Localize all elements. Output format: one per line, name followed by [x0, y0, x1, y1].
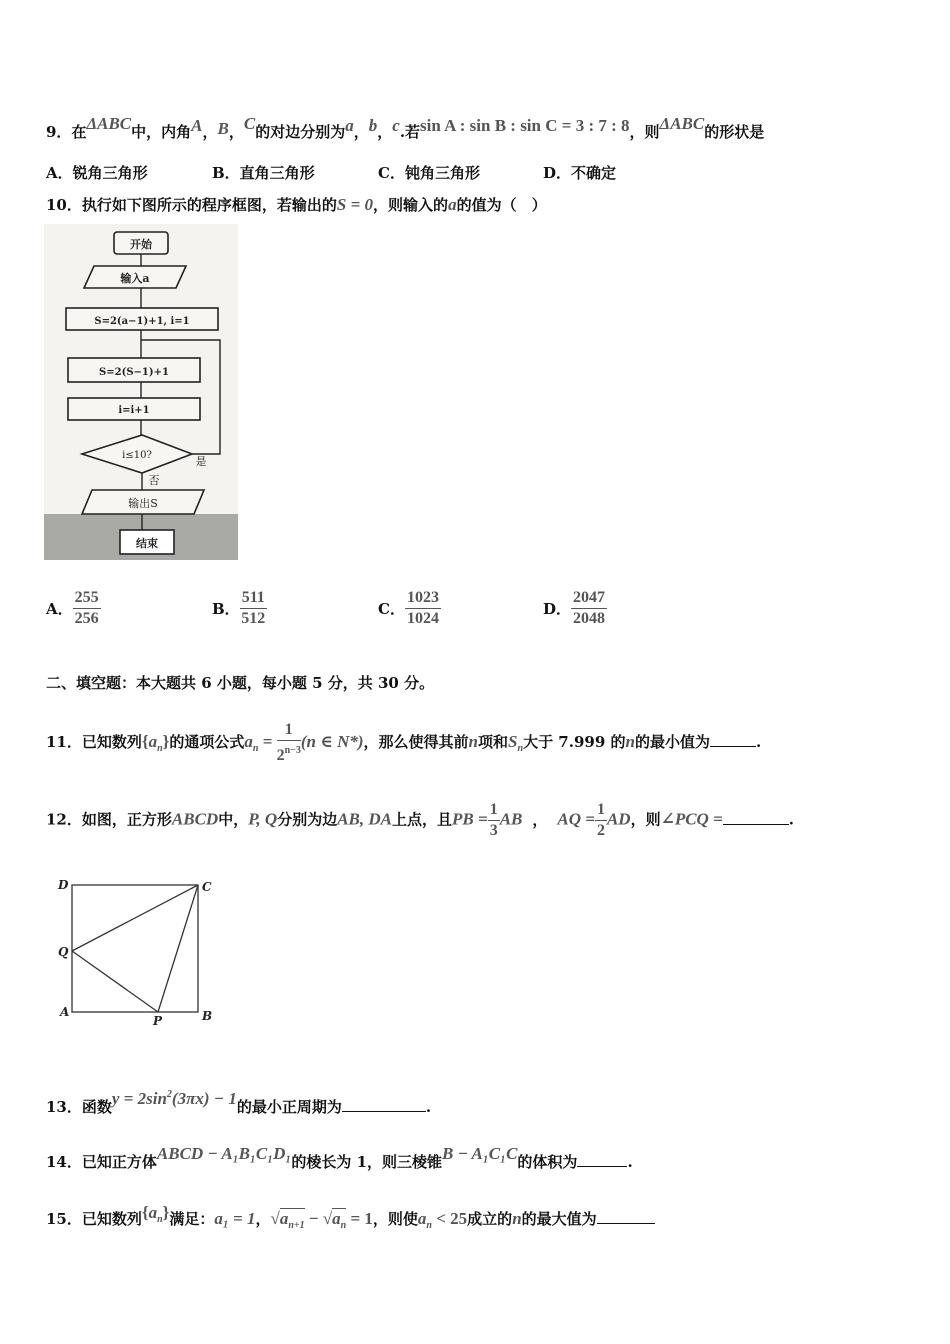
text: 的形状是 — [704, 123, 765, 141]
math-aq: AQ = — [557, 809, 595, 829]
math-op: − — [304, 1209, 323, 1228]
label-q: Q — [58, 945, 69, 959]
q10-option-a — [46, 588, 101, 629]
question-13 — [46, 1085, 431, 1117]
math-op: < 25 — [431, 1209, 468, 1228]
math-sub: n — [157, 743, 163, 754]
math-a: a — [345, 116, 354, 135]
text: 项和 — [478, 733, 509, 751]
q9-option-a: A．锐角三角形 — [46, 164, 148, 182]
math-triangle: ΔABC — [86, 114, 132, 133]
math-n: n — [468, 732, 479, 751]
math-A: A — [191, 116, 203, 135]
text: 中，内角 — [131, 123, 192, 141]
option-label: D． — [543, 600, 572, 618]
text: . — [627, 1153, 633, 1171]
label-p: P — [153, 1014, 163, 1028]
label-b: B — [202, 1009, 213, 1023]
math-sequence: $\{a_n\}$ — [141, 1203, 170, 1225]
flow-end-label: 结束 — [136, 537, 158, 550]
text: 分别为边 — [277, 810, 338, 829]
option-numerator: 2047 — [571, 588, 607, 609]
text: 函数 — [81, 1098, 112, 1116]
text: .若 — [399, 123, 421, 141]
math-ab: AB — [499, 809, 523, 829]
square-abcd — [72, 885, 198, 1012]
math-b: b — [368, 116, 378, 135]
fraction-num: 1 — [595, 800, 607, 821]
math-var: a — [148, 1203, 158, 1222]
math-pyramid: B − A₁C₁C — [442, 1144, 518, 1163]
text: 上点，且 — [392, 810, 453, 829]
math-recurrence: $√a_{n+1} - √a_n = 1$ — [270, 1209, 373, 1231]
question-15 — [46, 1203, 655, 1236]
math-arg: (3πx) − 1 — [171, 1089, 237, 1108]
math-var: a — [244, 732, 253, 751]
math-S: S — [508, 732, 518, 751]
text: 中， — [218, 810, 249, 829]
question-10 — [46, 195, 547, 215]
label-d: D — [58, 878, 69, 892]
text: ，则输入的 — [373, 196, 449, 214]
flow-test-label: i≤10? — [122, 450, 152, 461]
text: 已知正方体 — [81, 1153, 157, 1171]
text: 的棱长为 1，则三棱锥 — [291, 1153, 443, 1171]
question-number: 12． — [46, 810, 82, 829]
math-ad: AD — [606, 809, 631, 829]
q9-option-c: C．钝角三角形 — [378, 164, 480, 182]
option-numerator: 511 — [240, 588, 267, 609]
math-initial: a₁ = 1 — [214, 1209, 256, 1228]
answer-blank[interactable] — [597, 1209, 655, 1224]
text: . — [425, 1098, 432, 1116]
q10-option-c — [378, 588, 441, 629]
question-number: 13． — [46, 1098, 82, 1116]
q9-option-b: B．直角三角形 — [212, 164, 315, 182]
flow-yes-label: 是 — [195, 455, 207, 468]
fraction-den: 2 — [596, 822, 605, 839]
text: 的最小值为 — [634, 733, 710, 751]
option-denominator: 1024 — [406, 610, 439, 627]
fraction-den: 3 — [489, 822, 498, 839]
math-sub: n — [426, 1220, 432, 1231]
math-n: n — [625, 732, 635, 751]
flowchart — [44, 224, 238, 560]
math-var: a — [332, 1209, 341, 1228]
segment-qp — [72, 951, 158, 1012]
text: 的体积为 — [517, 1153, 578, 1171]
math-points: P, Q — [248, 809, 278, 829]
math-fraction — [595, 800, 607, 841]
question-number: 10． — [46, 196, 82, 214]
text: 成立的 — [467, 1210, 513, 1228]
answer-blank[interactable] — [723, 810, 789, 825]
option-label: A． — [46, 600, 73, 618]
text: 如图，正方形 — [81, 810, 172, 829]
q9-option-d: D．不确定 — [543, 164, 617, 182]
math-var: a — [148, 732, 158, 751]
text: 的最大值为 — [521, 1210, 597, 1228]
section-heading: 二、填空题：本大题共 6 小题，每小题 5 分，共 30 分。 — [46, 674, 435, 692]
label-c: C — [202, 880, 212, 894]
option-label: B． — [212, 600, 240, 618]
text: 的最小正周期为 — [236, 1098, 342, 1116]
text: ，则 — [629, 123, 660, 141]
flow-init-label: S=2(a−1)+1, i=1 — [94, 316, 190, 327]
square-figure — [48, 872, 228, 1032]
question-number: 9． — [46, 123, 72, 141]
flow-start-label: 开始 — [130, 238, 152, 251]
math-function — [112, 1089, 237, 1108]
fraction-den: 2 — [276, 747, 285, 764]
q10-option-d — [543, 588, 607, 629]
text: ， — [532, 810, 548, 829]
question-12 — [46, 800, 794, 841]
text: 的通项公式 — [169, 733, 245, 751]
flow-input-label: 输入a — [120, 272, 150, 285]
label-a: A — [60, 1005, 70, 1019]
fraction-num: 1 — [488, 800, 500, 821]
question-14 — [46, 1144, 633, 1172]
fraction-num: 1 — [277, 720, 301, 741]
segment-qc — [72, 885, 198, 951]
math-func: y = 2sin — [111, 1089, 167, 1108]
flow-incr-label: i=i+1 — [118, 405, 150, 416]
math-c: c — [392, 116, 400, 135]
math-C: C — [243, 114, 256, 133]
segment-pc — [158, 885, 198, 1012]
option-numerator: 1023 — [405, 588, 441, 609]
math-sub: n — [252, 743, 259, 754]
text: 大于 7.999 的 — [523, 733, 626, 751]
math-pb: PB = — [452, 809, 488, 829]
option-denominator: 256 — [74, 610, 99, 627]
text: 已知数列 — [81, 1210, 142, 1228]
math-condition: S = 0 — [336, 195, 374, 214]
answer-blank[interactable] — [710, 732, 756, 747]
math-var: a — [279, 1209, 289, 1228]
math-sequence: $\{a_n\}$ — [141, 732, 170, 754]
q10-option-b — [212, 588, 267, 629]
math-exp: 2 — [166, 1089, 172, 1100]
math-fraction — [277, 720, 301, 766]
text: 在 — [71, 123, 87, 141]
text: 执行如下图所示的程序框图，若输出的 — [81, 196, 337, 214]
question-number: 14． — [46, 1153, 82, 1171]
math-square: ABCD — [171, 809, 219, 829]
text: 满足： — [169, 1210, 215, 1228]
answer-blank[interactable] — [342, 1097, 426, 1112]
math-op: = 1 — [346, 1209, 373, 1228]
math-var: a — [417, 1209, 427, 1228]
math-angle: ∠PCQ = — [660, 809, 723, 829]
flow-no-label: 否 — [148, 474, 160, 487]
question-number: 11． — [46, 733, 82, 751]
question-9: 9．在ΔABC中，内角A，B，C的对边分别为a，b，c.若sin A : sin B : sin C = 3 : 7 : 8，则ΔABC的形状是 — [46, 114, 765, 141]
math-edges: AB, DA — [337, 809, 392, 829]
text: . — [755, 733, 762, 751]
option-denominator: 2048 — [573, 610, 606, 627]
math-domain: (n ∈ N*) — [300, 732, 364, 751]
text: 的值为（ ） — [456, 196, 547, 214]
math-cube: ABCD − A₁B₁C₁D₁ — [156, 1144, 292, 1163]
option-label: C． — [378, 600, 405, 618]
math-B: B — [217, 119, 229, 138]
text: ，则使 — [372, 1210, 418, 1228]
fraction-exp: n−3 — [284, 745, 301, 756]
question-number: 15． — [46, 1210, 82, 1228]
text: ， — [255, 1210, 271, 1228]
math-fraction — [488, 800, 500, 841]
flow-output-label: 输出S — [128, 497, 158, 510]
answer-blank[interactable] — [577, 1152, 627, 1167]
math-sub: n+1 — [288, 1220, 305, 1231]
math-triangle: ΔABC — [659, 114, 705, 133]
text: . — [788, 810, 795, 829]
math-a: a — [448, 195, 457, 214]
math-sub: n — [517, 743, 524, 754]
math-condition: sin A : sin B : sin C = 3 : 7 : 8 — [420, 116, 630, 135]
text: 已知数列 — [81, 733, 142, 751]
flow-update-label: S=2(S−1)+1 — [99, 367, 169, 378]
math-n: n — [512, 1209, 522, 1228]
math-sub: n — [340, 1220, 347, 1231]
math-sub: n — [157, 1214, 163, 1225]
question-11: 11．已知数列$\{a_n\}$的通项公式$a_n$ = $\frac{1}{2^{n-3}}$ (n ∈ N*)，那么使得其前n项和$S_n$大于 7.999 的n的最小值为 . — [46, 721, 762, 764]
text: 的对边分别为 — [255, 123, 346, 141]
text: ，则 — [630, 810, 661, 829]
option-numerator: 255 — [73, 588, 101, 609]
text: ，那么使得其前 — [363, 733, 469, 751]
option-denominator: 512 — [241, 610, 266, 627]
